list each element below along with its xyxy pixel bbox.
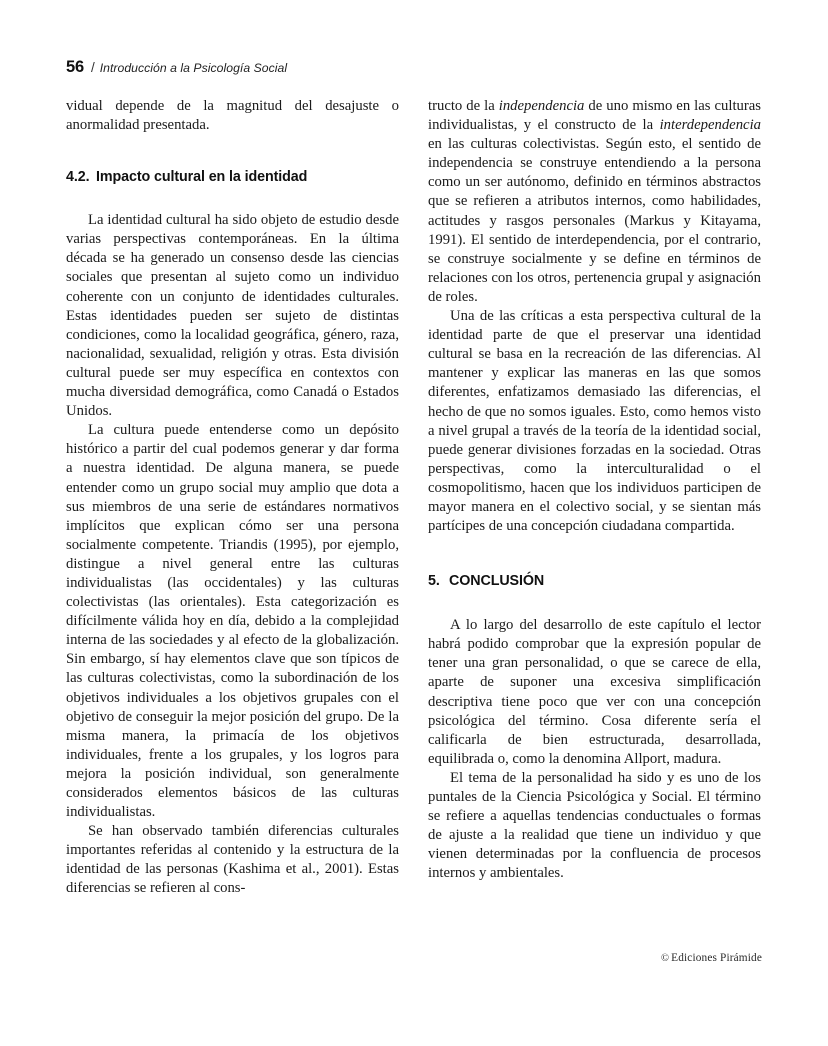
page-footer (362, 952, 762, 964)
book-title: Introducción a la Psicología Social (99, 61, 288, 75)
section-title: Impacto cultural en la identidad (96, 169, 308, 186)
constructo-seg-2: de uno mismo en las culturas individualistas, y el constructo de la (428, 98, 761, 134)
paragraph-constructo (428, 97, 761, 307)
section-number: 4.2. (66, 169, 90, 186)
right-column (428, 97, 761, 957)
publisher-name: Ediciones Pirámide (671, 952, 762, 964)
section-heading-4-2 (66, 168, 399, 187)
conclusion-section-title: CONCLUSIÓN (449, 573, 545, 590)
heading-spacer-after (66, 187, 399, 211)
paragraph-identidad-cultural: La identidad cultural ha sido objeto de estudio desde varias perspectivas contemporáneas. En la última década se ha generado un consenso desde las ciencias sociales que presentan al sujeto como un individuo coherente con un conjunto de identidades culturales. Estas identidades pueden ser sujeto de distintas condiciones, como la localidad geográfica, género, raza, nacionalidad, sexualidad, religión y otras. Esta división cultural puede ser muy específica en contextos con mucha diversidad demográfica, como Canadá o Estados Unidos. (66, 212, 399, 420)
paragraph-diferencias-culturales: Se han observado también diferencias culturales importantes referidas al contenido y la estructura de la identidad de las personas (Kashima et al., 2001). Estas diferencias se refieren al cons- (66, 823, 399, 897)
conclusion-heading-spacer-after (428, 591, 761, 616)
paragraph-conclusion-1: A lo largo del desarrollo de este capítulo el lector habrá podido comprobar que la expresión popular de tener una gran personalidad, o que se carece de ella, aparte de suponer una excesiva simplificación descriptiva tiene poco que ver con una concepción psicológica del término. Cosa diferente sería el calificarla de bien estructurada, desarrollada, equilibrada o, como la denomina Allport, madura. (428, 617, 761, 767)
two-column-body (66, 97, 766, 957)
italic-term-independencia: independencia (498, 98, 585, 114)
conclusion-section-number: 5. (428, 573, 440, 590)
running-head-separator: / (90, 60, 95, 75)
paragraph-criticas: Una de las críticas a esta perspectiva cultural de la identidad parte de que el preservar una identidad cultural se basa en la recreación de las diferencias. Al mantener y explicar las maneras en las que somos diferentes, enfatizamos demasiado las diferencias, el hecho de que no somos iguales. Esto, como hemos visto a nivel grupal a través de la teoría de la identidad social, puede generar divisiones forzadas en la sociedad. Otras perspectivas, como la interculturalidad o el cosmopolitismo, hacen que los individuos participen de mayor manera en el colectivo social, y se sientan más partícipes de una concepción ciudadana compartida. (428, 308, 761, 535)
copyright-icon: © (661, 953, 670, 964)
italic-term-interdependencia: interdependencia (659, 117, 761, 134)
paragraph-conclusion-2: El tema de la personalidad ha sido y es uno de los puntales de la Ciencia Psicológica y Social. El término se refiere a aquellas tendencias conductuales o formas de ajuste a la realidad que tiene un individuo y que vienen determinadas por la confluencia de procesos internos y ambientales. (428, 769, 761, 882)
constructo-seg-0: tructo de la (428, 98, 499, 114)
heading-spacer-before (66, 135, 399, 168)
page-number: 56 (66, 58, 84, 76)
section-heading-5 (428, 572, 761, 591)
left-column (66, 97, 399, 957)
running-head (66, 58, 766, 78)
paragraph-vidual: vidual depende de la magnitud del desajuste o anormalidad presentada. (66, 98, 399, 134)
conclusion-heading-spacer-before (428, 536, 761, 572)
constructo-seg-4: en las culturas colectivistas. Según esto, el sentido de independencia se construye entendiendo a la persona como un ser autónomo, definido en términos abstractos que se refieren a atributos internos, como habilidades, actitudes y rasgos personales (Markus y Kitayama, 1991). El sentido de interdependencia, por el contrario, se construye socialmente y se define en términos de relaciones con los otros, pertenencia grupal y asignación de roles. (428, 136, 761, 305)
paragraph-cultura-deposito: La cultura puede entenderse como un depósito histórico a partir del cual podemos generar y dar forma a nuestra identidad. De alguna manera, se puede entender como un grupo social muy amplio que dota a sus miembros de una serie de estándares normativos implícitos que explican cómo ser una persona socialmente competente. Triandis (1995), por ejemplo, distingue a nivel general entre las culturas individualistas (las occidentales) y las culturas colectivistas (las orientales). Esta categorización es difícilmente válida hoy en día, debido a la complejidad interna de las sociedades y al efecto de la globalización. Sin embargo, sí hay elementos clave que son típicos de las culturas colectivistas, como la subordinación de los objetivos individuales a los objetivos grupales con el objetivo de conseguir la mejor posición del grupo. De la misma manera, la primacía de los objetivos individuales, frente a los grupales, y los logros para mejora la posición individual, son generalmente considerados elementos básicos de las culturas individualistas. (66, 422, 399, 821)
